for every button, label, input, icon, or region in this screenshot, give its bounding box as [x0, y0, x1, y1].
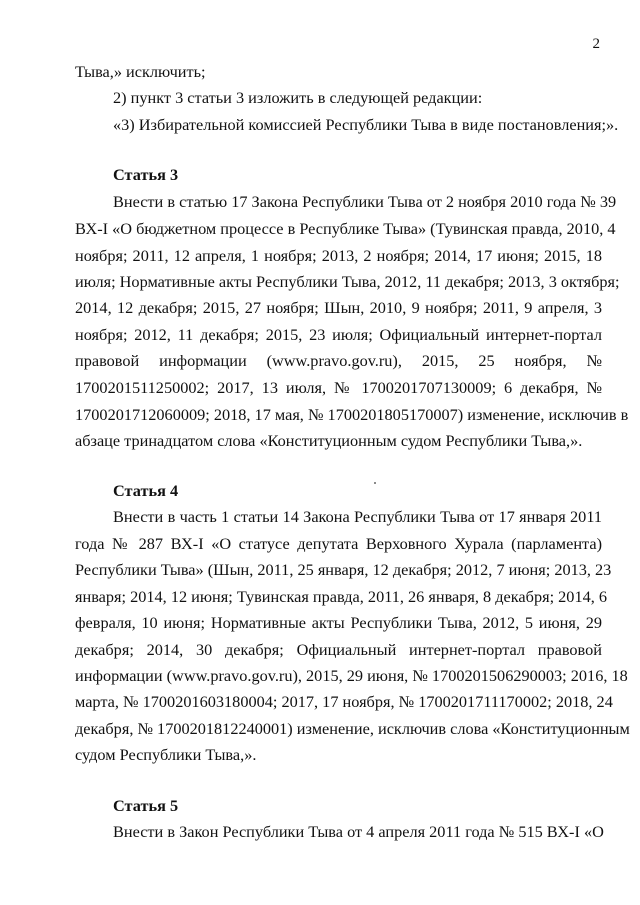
- text-line: февраля, 10 июня; Нормативные акты Республики Тыва, 2012, 5 июня, 29: [75, 613, 602, 632]
- text-line: 2014, 12 декабря; 2015, 27 ноября; Шын, 2010, 9 ноября; 2011, 9 апреля, 3: [75, 298, 602, 317]
- article-5-heading: Статья 5: [113, 796, 179, 815]
- text-line: Внести в Закон Республики Тыва от 4 апреля 2011 года № 515 ВХ-I «О: [113, 822, 604, 841]
- text-line: информации (www.pravo.gov.ru), 2015, 29 июня, № 1700201506290003; 2016, 18: [75, 666, 628, 685]
- text-line: 2) пункт 3 статьи 3 изложить в следующей редакции:: [113, 88, 483, 107]
- text-line: ВХ-I «О бюджетном процессе в Республике Тыва» (Тувинская правда, 2010, 4: [75, 219, 616, 238]
- text-line: марта, № 1700201603180004; 2017, 17 ноября, № 1700201711170002; 2018, 24: [75, 692, 613, 711]
- text-line: декабря, № 1700201812240001) изменение, исключив слова «Конституционным: [75, 719, 630, 738]
- page-number: 2: [592, 36, 600, 52]
- text-line: Тыва,» исключить;: [75, 62, 206, 81]
- text-line: 1700201712060009; 2018, 17 мая, № 1700201805170007) изменение, исключив в: [75, 405, 629, 424]
- text-line: Внести в часть 1 статьи 14 Закона Республики Тыва от 17 января 2011: [113, 507, 602, 526]
- text-line: июля; Нормативные акты Республики Тыва, 2012, 11 декабря; 2013, 3 октября;: [75, 272, 620, 291]
- text-line: 1700201511250002; 2017, 13 июля, № 1700201707130009; 6 декабря, №: [75, 378, 602, 397]
- text-line: «3) Избирательной комиссией Республики Тыва в виде постановления;».: [113, 115, 619, 134]
- text-line: года № 287 ВХ-I «О статусе депутата Верховного Хурала (парламента): [75, 534, 602, 553]
- text-line: ноября; 2012, 11 декабря; 2015, 23 июля; Официальный интернет-портал: [75, 325, 602, 344]
- text-line: декабря; 2014, 30 декабря; Официальный интернет-портал правовой: [75, 640, 602, 659]
- text-line: января; 2014, 12 июня; Тувинская правда, 2011, 26 января, 8 декабря; 2014, 6: [75, 587, 608, 606]
- text-line: Республики Тыва» (Шын, 2011, 25 января, 12 декабря; 2012, 7 июня; 2013, 23: [75, 560, 612, 579]
- text-line: правовой информации (www.pravo.gov.ru), 2015, 25 ноября, №: [75, 351, 602, 370]
- article-4-heading: Статья 4: [113, 481, 179, 500]
- text-line: судом Республики Тыва,».: [75, 745, 257, 764]
- text-line: абзаце тринадцатом слова «Конституционным судом Республики Тыва,».: [75, 431, 583, 450]
- text-line: ноября; 2011, 12 апреля, 1 ноября; 2013, 2 ноября; 2014, 17 июня; 2015, 18: [75, 246, 602, 265]
- article-3-heading: Статья 3: [113, 165, 179, 184]
- text-line: Внести в статью 17 Закона Республики Тыва от 2 ноября 2010 года № 39: [113, 192, 617, 211]
